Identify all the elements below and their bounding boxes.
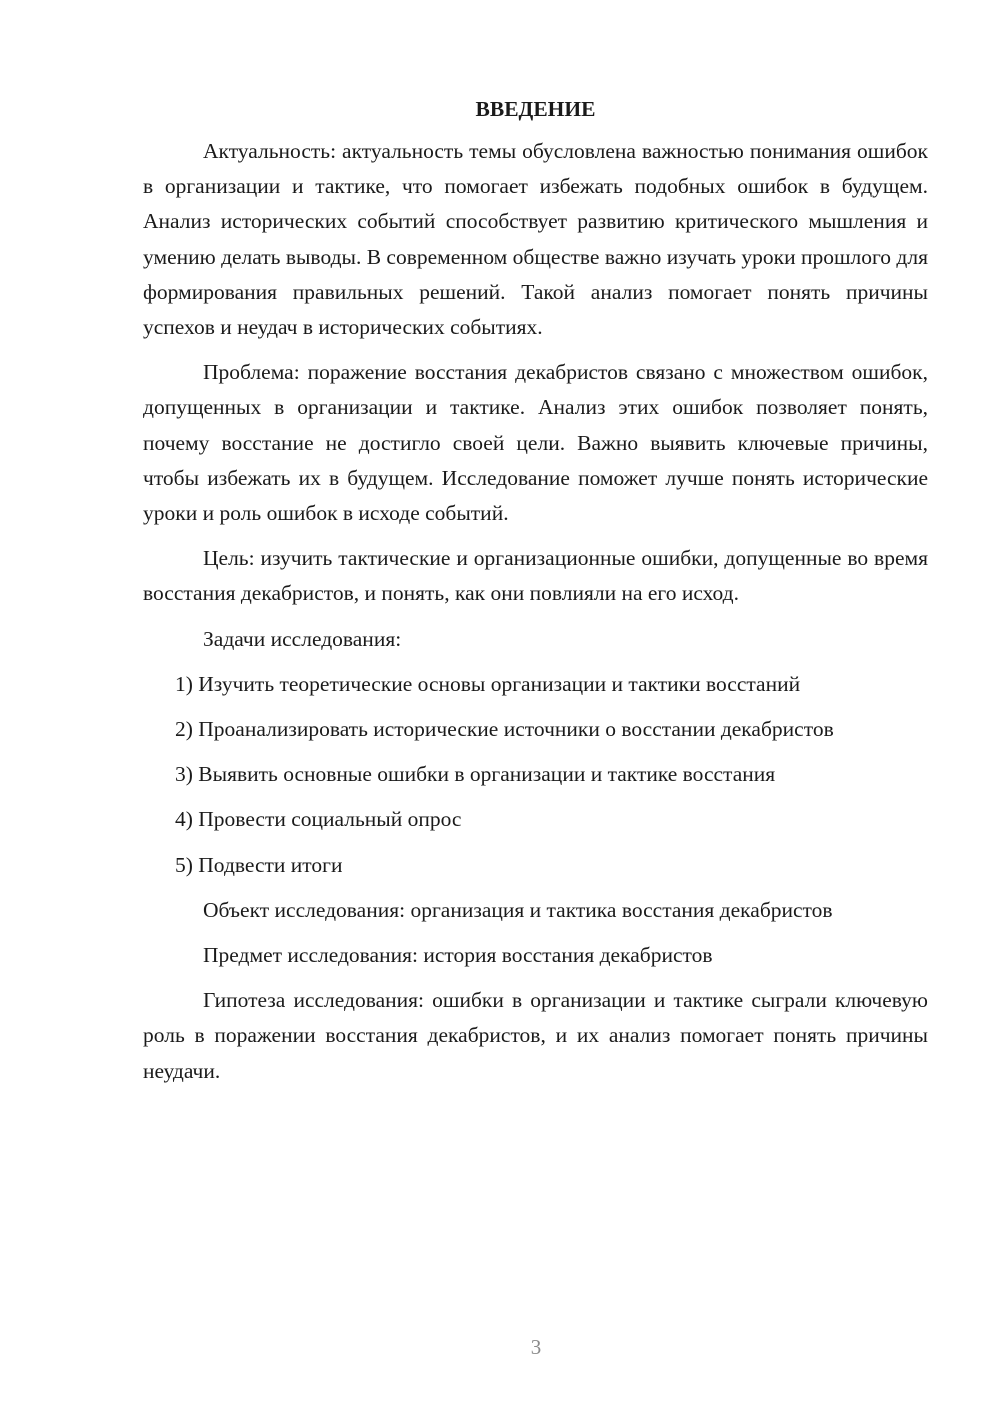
object-paragraph: Объект исследования: организация и тактика восстания декабристов	[203, 897, 833, 922]
relevance-paragraph: Актуальность: актуальность темы обусловлена важностью понимания ошибок в организации и тактике, что помогает избежать подобных ошибок в будущем. Анализ исторических событий способствует развитию критического мышления и умению делать выводы. В современном обществе важно изучать уроки прошлого для формирования правильных решений. Такой анализ помогает понять причины успехов и неудач в исторических событиях.	[143, 139, 928, 340]
task-item-5: 5) Подвести итоги	[175, 852, 343, 877]
tasks-heading: Задачи исследования:	[203, 626, 402, 651]
hypothesis-paragraph: Гипотеза исследования: ошибки в организации и тактике сыграли ключевую роль в поражении восстания декабристов, и их анализ помогает понять причины неудачи.	[143, 988, 928, 1083]
task-item-4: 4) Провести социальный опрос	[175, 807, 462, 832]
page-title: ВВЕДЕНИЕ	[475, 97, 596, 121]
problem-paragraph: Проблема: поражение восстания декабристов связано с множеством ошибок, допущенных в организации и тактике. Анализ этих ошибок позволяет понять, почему восстание не достигло своей цели. Важно выявить ключевые причины, чтобы избежать их в будущем. Исследование поможет лучше понять исторические уроки и роль ошибок в исходе событий.	[143, 360, 928, 526]
task-item-2: 2) Проанализировать исторические источники о восстании декабристов	[175, 717, 834, 742]
page-number: 3	[530, 1335, 542, 1359]
subject-paragraph: Предмет исследования: история восстания декабристов	[203, 943, 713, 968]
task-item-3: 3) Выявить основные ошибки в организации и тактике восстания	[175, 762, 776, 787]
task-item-1: 1) Изучить теоретические основы организации и тактики восстаний	[175, 671, 801, 696]
goal-paragraph: Цель: изучить тактические и организационные ошибки, допущенные во время восстания декабристов, и понять, как они повлияли на его исход.	[143, 546, 928, 606]
document-page	[143, 92, 928, 1099]
